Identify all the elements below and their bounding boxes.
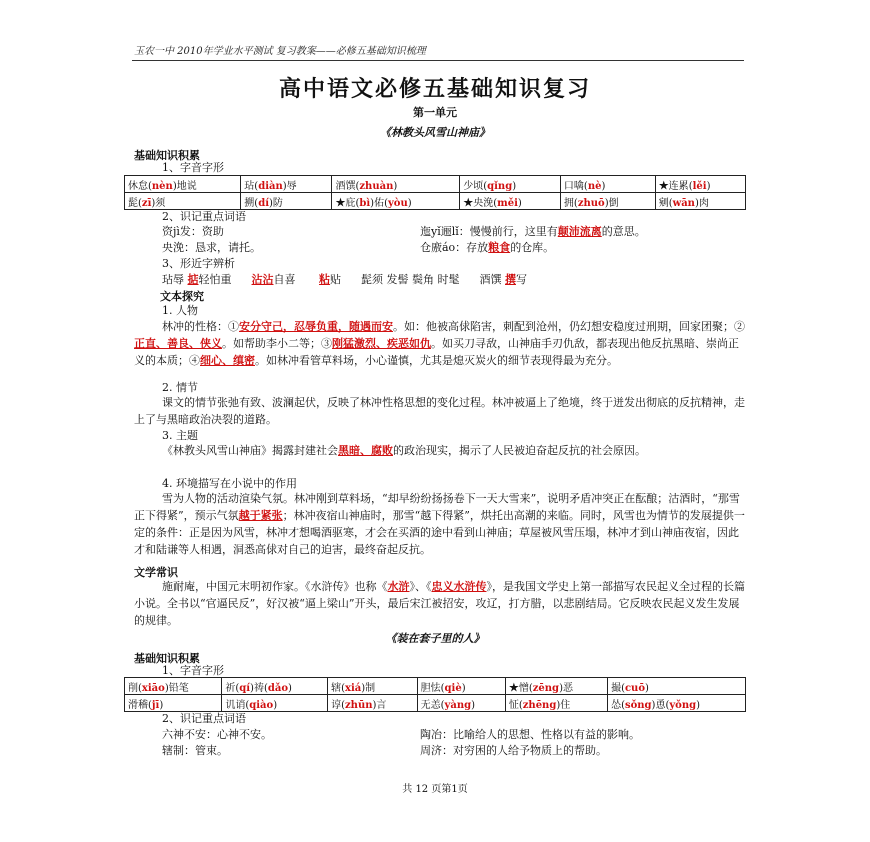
word-taoye: 陶冶：比喻给人的思想、性格以有益的影响。 bbox=[420, 728, 640, 741]
table-cell: 口噙(nè) bbox=[560, 176, 655, 193]
similar-char-group: 玷辱 掂轻怕重 bbox=[162, 273, 232, 286]
table-cell: 怔(zhēng)住 bbox=[505, 695, 607, 712]
table-cell: 胆怯(qiè) bbox=[417, 678, 505, 695]
environment-paragraph: 雪为人物的活动渲染气氛。林冲刚到草料场，“却早纷纷扬扬卷下一天大雪来”，说明矛盾冲突正在酝酿；沽酒时，“那雪正下得紧”，预示气氛越于紧张；林冲夜宿山神庙时，那雪“越下得紧”，烘托出高潮的来临。同时，风雪也为情节的发展提供一定的条件：正是因为风雪，林冲才想喝酒驱寒，才会在买酒的途中看到山神庙；草屋被风雪压塌，林冲才到山神庙夜宿，因此才和陆谦等人相遇，洞悉高俅对自己的迫害，最终奋起反抗。 bbox=[134, 492, 745, 556]
word-cangao: 仓廒áo：存放粮食的仓库。 bbox=[420, 241, 555, 254]
similar-char-group: 酒馔 撰写 bbox=[479, 273, 527, 286]
lesson2-char-table bbox=[124, 677, 746, 712]
table-cell: 怂(sǒng)恿(yǒng) bbox=[608, 695, 746, 712]
word-zhouji: 周济：对穷困的人给予物质上的帮助。 bbox=[420, 744, 607, 757]
table-cell: ★央浼(měi) bbox=[460, 193, 561, 210]
table-cell: 削(xiāo)铅笔 bbox=[125, 678, 222, 695]
table-cell: ★憎(zēng)恶 bbox=[505, 678, 607, 695]
sec-character-heading: 1. 人物 bbox=[162, 304, 198, 317]
similar-char-group: 沾沾自喜 bbox=[251, 273, 299, 286]
lesson1-title: 《林教头风雪山神庙》 bbox=[380, 126, 490, 139]
table-row bbox=[125, 193, 746, 210]
header-rule bbox=[132, 60, 744, 61]
character-paragraph: 林冲的性格：①安分守己，忍辱负重，随遇而安。如：他被高俅陷害，刺配到沧州，仍幻想安稳度过刑期，回家团聚；②正直、善良、侠义。如帮助李小二等；③刚猛激烈、疾恶如仇。如买刀寻敌，山神庙手刃仇敌，都表现出他反抗黑暗、崇尚正义的本质；④细心、缜密。如林冲看管草料场，小心谨慎，尤其是熄灭炭火的细节表现得最为充分。 bbox=[134, 320, 745, 367]
table-row bbox=[125, 678, 746, 695]
sec-plot-heading: 2. 情节 bbox=[162, 381, 198, 394]
table-cell: 无恙(yàng) bbox=[417, 695, 505, 712]
table-cell: 拥(zhuō)倒 bbox=[560, 193, 655, 210]
literature-heading: 文学常识 bbox=[134, 566, 178, 579]
sec-theme-heading: 3. 主题 bbox=[162, 429, 198, 442]
theme-paragraph: 《林教头风雪山神庙》揭露封建社会黑暗、腐败的政治现实，揭示了人民被迫奋起反抗的社会原因。 bbox=[162, 444, 646, 457]
table-cell: 搠(dí)防 bbox=[241, 193, 332, 210]
lesson1-item1: 1、字音字形 bbox=[162, 161, 224, 174]
table-row bbox=[125, 176, 746, 193]
table-cell: 休怠(nèn)地说 bbox=[125, 176, 241, 193]
lesson1-char-table bbox=[124, 175, 746, 210]
lesson2-item2: 2、识记重点词语 bbox=[162, 712, 246, 725]
table-cell: 髭(zī)须 bbox=[125, 193, 241, 210]
word-yangmei: 央浼：恳求，请托。 bbox=[162, 241, 261, 254]
word-xiazhi: 辖制：管束。 bbox=[162, 744, 228, 757]
sec-environment-heading: 4. 环境描写在小说中的作用 bbox=[162, 477, 297, 490]
table-cell: ★连累(lěi) bbox=[655, 176, 745, 193]
lesson1-basic-heading: 基础知识积累 bbox=[134, 149, 200, 162]
page-footer: 共 12 页第1页 bbox=[402, 784, 468, 795]
text-explore-heading: 文本探究 bbox=[160, 290, 204, 303]
table-cell: ★庇(bì)佑(yòu) bbox=[332, 193, 460, 210]
literature-paragraph: 施耐庵，中国元末明初作家。《水浒传》也称《水浒》、《忠义水浒传》，是我国文学史上第一部描写农民起义全过程的长篇小说。全书以“官逼民反”，好汉被“逼上梁山”开头，最后宋江被招安，攻辽，打方腊，以悲剧结局。它反映农民起义发生发展的规律。 bbox=[134, 580, 745, 627]
running-header: 玉农一中 2010年学业水平测试 复习教案——必修五基础知识梳理 bbox=[134, 46, 426, 57]
lesson1-item3: 3、形近字辨析 bbox=[162, 257, 235, 270]
word-liushen: 六神不安：心神不安。 bbox=[162, 728, 272, 741]
table-cell: 祈(qí)祷(dǎo) bbox=[222, 678, 328, 695]
word-yili: 迤yǐ逦lǐ：慢慢前行，这里有颠沛流离的意思。 bbox=[420, 225, 646, 238]
similar-chars-row bbox=[162, 272, 547, 287]
table-cell: 玷(diàn)辱 bbox=[241, 176, 332, 193]
unit-heading: 第一单元 bbox=[413, 106, 457, 119]
table-cell: 谆(zhūn)言 bbox=[328, 695, 418, 712]
table-cell: 讥诮(qiào) bbox=[222, 695, 328, 712]
table-cell: 撮(cuō) bbox=[608, 678, 746, 695]
table-cell: 辖(xiá)制 bbox=[328, 678, 418, 695]
lesson1-item2: 2、识记重点词语 bbox=[162, 210, 246, 223]
lesson2-basic-heading: 基础知识积累 bbox=[134, 652, 200, 665]
table-cell: 酒馔(zhuàn) bbox=[332, 176, 460, 193]
table-cell: 少顷(qǐng) bbox=[460, 176, 561, 193]
lesson2-item1: 1、字音字形 bbox=[162, 664, 224, 677]
similar-char-group: 髭须 发髻 鬓角 时髦 bbox=[361, 273, 460, 286]
plot-paragraph: 课文的情节张弛有致、波澜起伏，反映了林冲性格思想的变化过程。林冲被逼上了绝境，终于迸发出彻底的反抗精神，走上了与黑暗政治决裂的道路。 bbox=[134, 396, 745, 426]
similar-char-group: 粘贴 bbox=[319, 273, 341, 286]
page-title: 高中语文必修五基础知识复习 bbox=[278, 76, 591, 102]
table-row bbox=[125, 695, 746, 712]
word-zifa: 资jì发：资助 bbox=[162, 225, 224, 238]
lesson2-title: 《装在套子里的人》 bbox=[385, 632, 485, 645]
table-cell: 滑稽(jī) bbox=[125, 695, 222, 712]
table-cell: 剜(wān)肉 bbox=[655, 193, 745, 210]
